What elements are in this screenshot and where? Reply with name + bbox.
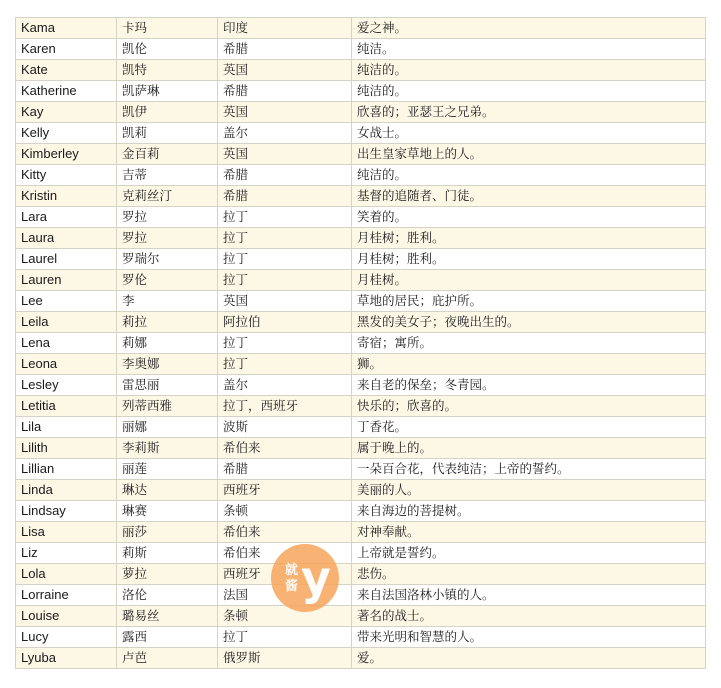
chinese-name-cell: 丽娜 (117, 417, 218, 438)
origin-cell: 西班牙 (218, 564, 352, 585)
name-cell: Linda (16, 480, 117, 501)
chinese-name-cell: 凯伊 (117, 102, 218, 123)
origin-cell: 希腊 (218, 459, 352, 480)
origin-cell: 拉丁 (218, 270, 352, 291)
chinese-name-cell: 列蒂西雅 (117, 396, 218, 417)
origin-cell: 英国 (218, 60, 352, 81)
watermark-logo-icon (271, 544, 339, 612)
name-cell: Lila (16, 417, 117, 438)
meaning-cell: 上帝就是誓约。 (352, 543, 706, 564)
origin-cell: 俄罗斯 (218, 648, 352, 669)
name-cell: Lauren (16, 270, 117, 291)
name-cell: Lucy (16, 627, 117, 648)
table-row (16, 354, 706, 375)
meaning-cell: 来自海边的菩提树。 (352, 501, 706, 522)
name-cell: Laurel (16, 249, 117, 270)
name-cell: Kitty (16, 165, 117, 186)
meaning-cell: 来自老的保垒；冬青园。 (352, 375, 706, 396)
chinese-name-cell: 罗拉 (117, 228, 218, 249)
table-row (16, 123, 706, 144)
chinese-name-cell: 罗拉 (117, 207, 218, 228)
chinese-name-cell: 璐易丝 (117, 606, 218, 627)
meaning-cell: 草地的居民；庇护所。 (352, 291, 706, 312)
meaning-cell: 基督的追随者、门徒。 (352, 186, 706, 207)
name-cell: Leona (16, 354, 117, 375)
name-table (15, 17, 706, 669)
chinese-name-cell: 吉蒂 (117, 165, 218, 186)
origin-cell: 条顿 (218, 606, 352, 627)
name-table-body (16, 18, 706, 669)
name-cell: Katherine (16, 81, 117, 102)
origin-cell: 印度 (218, 18, 352, 39)
meaning-cell: 带来光明和智慧的人。 (352, 627, 706, 648)
origin-cell: 阿拉伯 (218, 312, 352, 333)
name-cell: Lorraine (16, 585, 117, 606)
origin-cell: 希伯来 (218, 543, 352, 564)
origin-cell: 拉丁 (218, 249, 352, 270)
origin-cell: 条顿 (218, 501, 352, 522)
meaning-cell: 笑着的。 (352, 207, 706, 228)
chinese-name-cell: 雷思丽 (117, 375, 218, 396)
meaning-cell: 月桂树；胜利。 (352, 228, 706, 249)
table-row (16, 501, 706, 522)
table-row (16, 207, 706, 228)
table-row (16, 333, 706, 354)
chinese-name-cell: 洛伦 (117, 585, 218, 606)
watermark-text-bottom: 酱 (285, 579, 299, 594)
origin-cell: 希伯来 (218, 438, 352, 459)
table-row (16, 417, 706, 438)
chinese-name-cell: 莉斯 (117, 543, 218, 564)
origin-cell: 希腊 (218, 39, 352, 60)
table-row (16, 375, 706, 396)
chinese-name-cell: 罗瑞尔 (117, 249, 218, 270)
name-table-container (15, 17, 705, 669)
table-row (16, 459, 706, 480)
table-row (16, 480, 706, 501)
meaning-cell: 属于晚上的。 (352, 438, 706, 459)
table-row (16, 627, 706, 648)
meaning-cell: 对神奉献。 (352, 522, 706, 543)
table-row (16, 312, 706, 333)
name-cell: Lena (16, 333, 117, 354)
meaning-cell: 纯洁。 (352, 39, 706, 60)
watermark-letter: y (301, 551, 331, 605)
meaning-cell: 美丽的人。 (352, 480, 706, 501)
name-cell: Leila (16, 312, 117, 333)
name-cell: Kristin (16, 186, 117, 207)
name-cell: Karen (16, 39, 117, 60)
name-cell: Lara (16, 207, 117, 228)
chinese-name-cell: 莉拉 (117, 312, 218, 333)
chinese-name-cell: 萝拉 (117, 564, 218, 585)
table-row (16, 249, 706, 270)
meaning-cell: 月桂树；胜利。 (352, 249, 706, 270)
table-row (16, 39, 706, 60)
watermark-text-top: 就 (285, 563, 299, 578)
name-cell: Liz (16, 543, 117, 564)
meaning-cell: 快乐的；欣喜的。 (352, 396, 706, 417)
table-row (16, 186, 706, 207)
chinese-name-cell: 凯特 (117, 60, 218, 81)
meaning-cell: 悲伤。 (352, 564, 706, 585)
chinese-name-cell: 李奥娜 (117, 354, 218, 375)
table-row (16, 228, 706, 249)
chinese-name-cell: 凯萨琳 (117, 81, 218, 102)
name-cell: Lyuba (16, 648, 117, 669)
chinese-name-cell: 卢芭 (117, 648, 218, 669)
table-row (16, 18, 706, 39)
origin-cell: 希腊 (218, 81, 352, 102)
origin-cell: 英国 (218, 291, 352, 312)
table-row (16, 60, 706, 81)
meaning-cell: 狮。 (352, 354, 706, 375)
meaning-cell: 爱。 (352, 648, 706, 669)
origin-cell: 盖尔 (218, 123, 352, 144)
meaning-cell: 爱之神。 (352, 18, 706, 39)
chinese-name-cell: 琳赛 (117, 501, 218, 522)
meaning-cell: 纯洁的。 (352, 165, 706, 186)
name-cell: Kate (16, 60, 117, 81)
chinese-name-cell: 卡玛 (117, 18, 218, 39)
name-cell: Lilith (16, 438, 117, 459)
origin-cell: 波斯 (218, 417, 352, 438)
table-row (16, 585, 706, 606)
table-row (16, 648, 706, 669)
origin-cell: 希腊 (218, 165, 352, 186)
name-cell: Lillian (16, 459, 117, 480)
meaning-cell: 月桂树。 (352, 270, 706, 291)
table-row (16, 81, 706, 102)
chinese-name-cell: 露西 (117, 627, 218, 648)
name-cell: Lee (16, 291, 117, 312)
watermark-logo (271, 544, 339, 612)
meaning-cell: 丁香花。 (352, 417, 706, 438)
name-cell: Kay (16, 102, 117, 123)
origin-cell: 法国 (218, 585, 352, 606)
table-row (16, 102, 706, 123)
chinese-name-cell: 莉娜 (117, 333, 218, 354)
name-cell: Lisa (16, 522, 117, 543)
origin-cell: 希伯来 (218, 522, 352, 543)
origin-cell: 拉丁 (218, 207, 352, 228)
name-cell: Louise (16, 606, 117, 627)
meaning-cell: 一朵百合花，代表纯洁；上帝的誓约。 (352, 459, 706, 480)
chinese-name-cell: 罗伦 (117, 270, 218, 291)
meaning-cell: 欣喜的；亚瑟王之兄弟。 (352, 102, 706, 123)
origin-cell: 西班牙 (218, 480, 352, 501)
table-row (16, 438, 706, 459)
chinese-name-cell: 金百莉 (117, 144, 218, 165)
chinese-name-cell: 克莉丝汀 (117, 186, 218, 207)
meaning-cell: 寄宿；寓所。 (352, 333, 706, 354)
table-row (16, 396, 706, 417)
origin-cell: 希腊 (218, 186, 352, 207)
chinese-name-cell: 李 (117, 291, 218, 312)
origin-cell: 盖尔 (218, 375, 352, 396)
chinese-name-cell: 丽莲 (117, 459, 218, 480)
meaning-cell: 女战士。 (352, 123, 706, 144)
origin-cell: 英国 (218, 102, 352, 123)
name-cell: Lindsay (16, 501, 117, 522)
chinese-name-cell: 李莉斯 (117, 438, 218, 459)
origin-cell: 拉丁 (218, 627, 352, 648)
name-cell: Lesley (16, 375, 117, 396)
name-cell: Letitia (16, 396, 117, 417)
name-cell: Kelly (16, 123, 117, 144)
meaning-cell: 出生皇家草地上的人。 (352, 144, 706, 165)
meaning-cell: 来自法国洛林小镇的人。 (352, 585, 706, 606)
table-row (16, 606, 706, 627)
meaning-cell: 著名的战士。 (352, 606, 706, 627)
table-row (16, 291, 706, 312)
chinese-name-cell: 凯伦 (117, 39, 218, 60)
name-cell: Kimberley (16, 144, 117, 165)
table-row (16, 144, 706, 165)
table-row (16, 522, 706, 543)
name-cell: Laura (16, 228, 117, 249)
name-cell: Lola (16, 564, 117, 585)
table-row (16, 270, 706, 291)
origin-cell: 拉丁，西班牙 (218, 396, 352, 417)
origin-cell: 拉丁 (218, 228, 352, 249)
origin-cell: 拉丁 (218, 333, 352, 354)
chinese-name-cell: 凯莉 (117, 123, 218, 144)
meaning-cell: 纯洁的。 (352, 60, 706, 81)
meaning-cell: 纯洁的。 (352, 81, 706, 102)
meaning-cell: 黑发的美女子；夜晚出生的。 (352, 312, 706, 333)
origin-cell: 拉丁 (218, 354, 352, 375)
name-cell: Kama (16, 18, 117, 39)
origin-cell: 英国 (218, 144, 352, 165)
chinese-name-cell: 琳达 (117, 480, 218, 501)
table-row (16, 543, 706, 564)
chinese-name-cell: 丽莎 (117, 522, 218, 543)
table-row (16, 564, 706, 585)
table-row (16, 165, 706, 186)
